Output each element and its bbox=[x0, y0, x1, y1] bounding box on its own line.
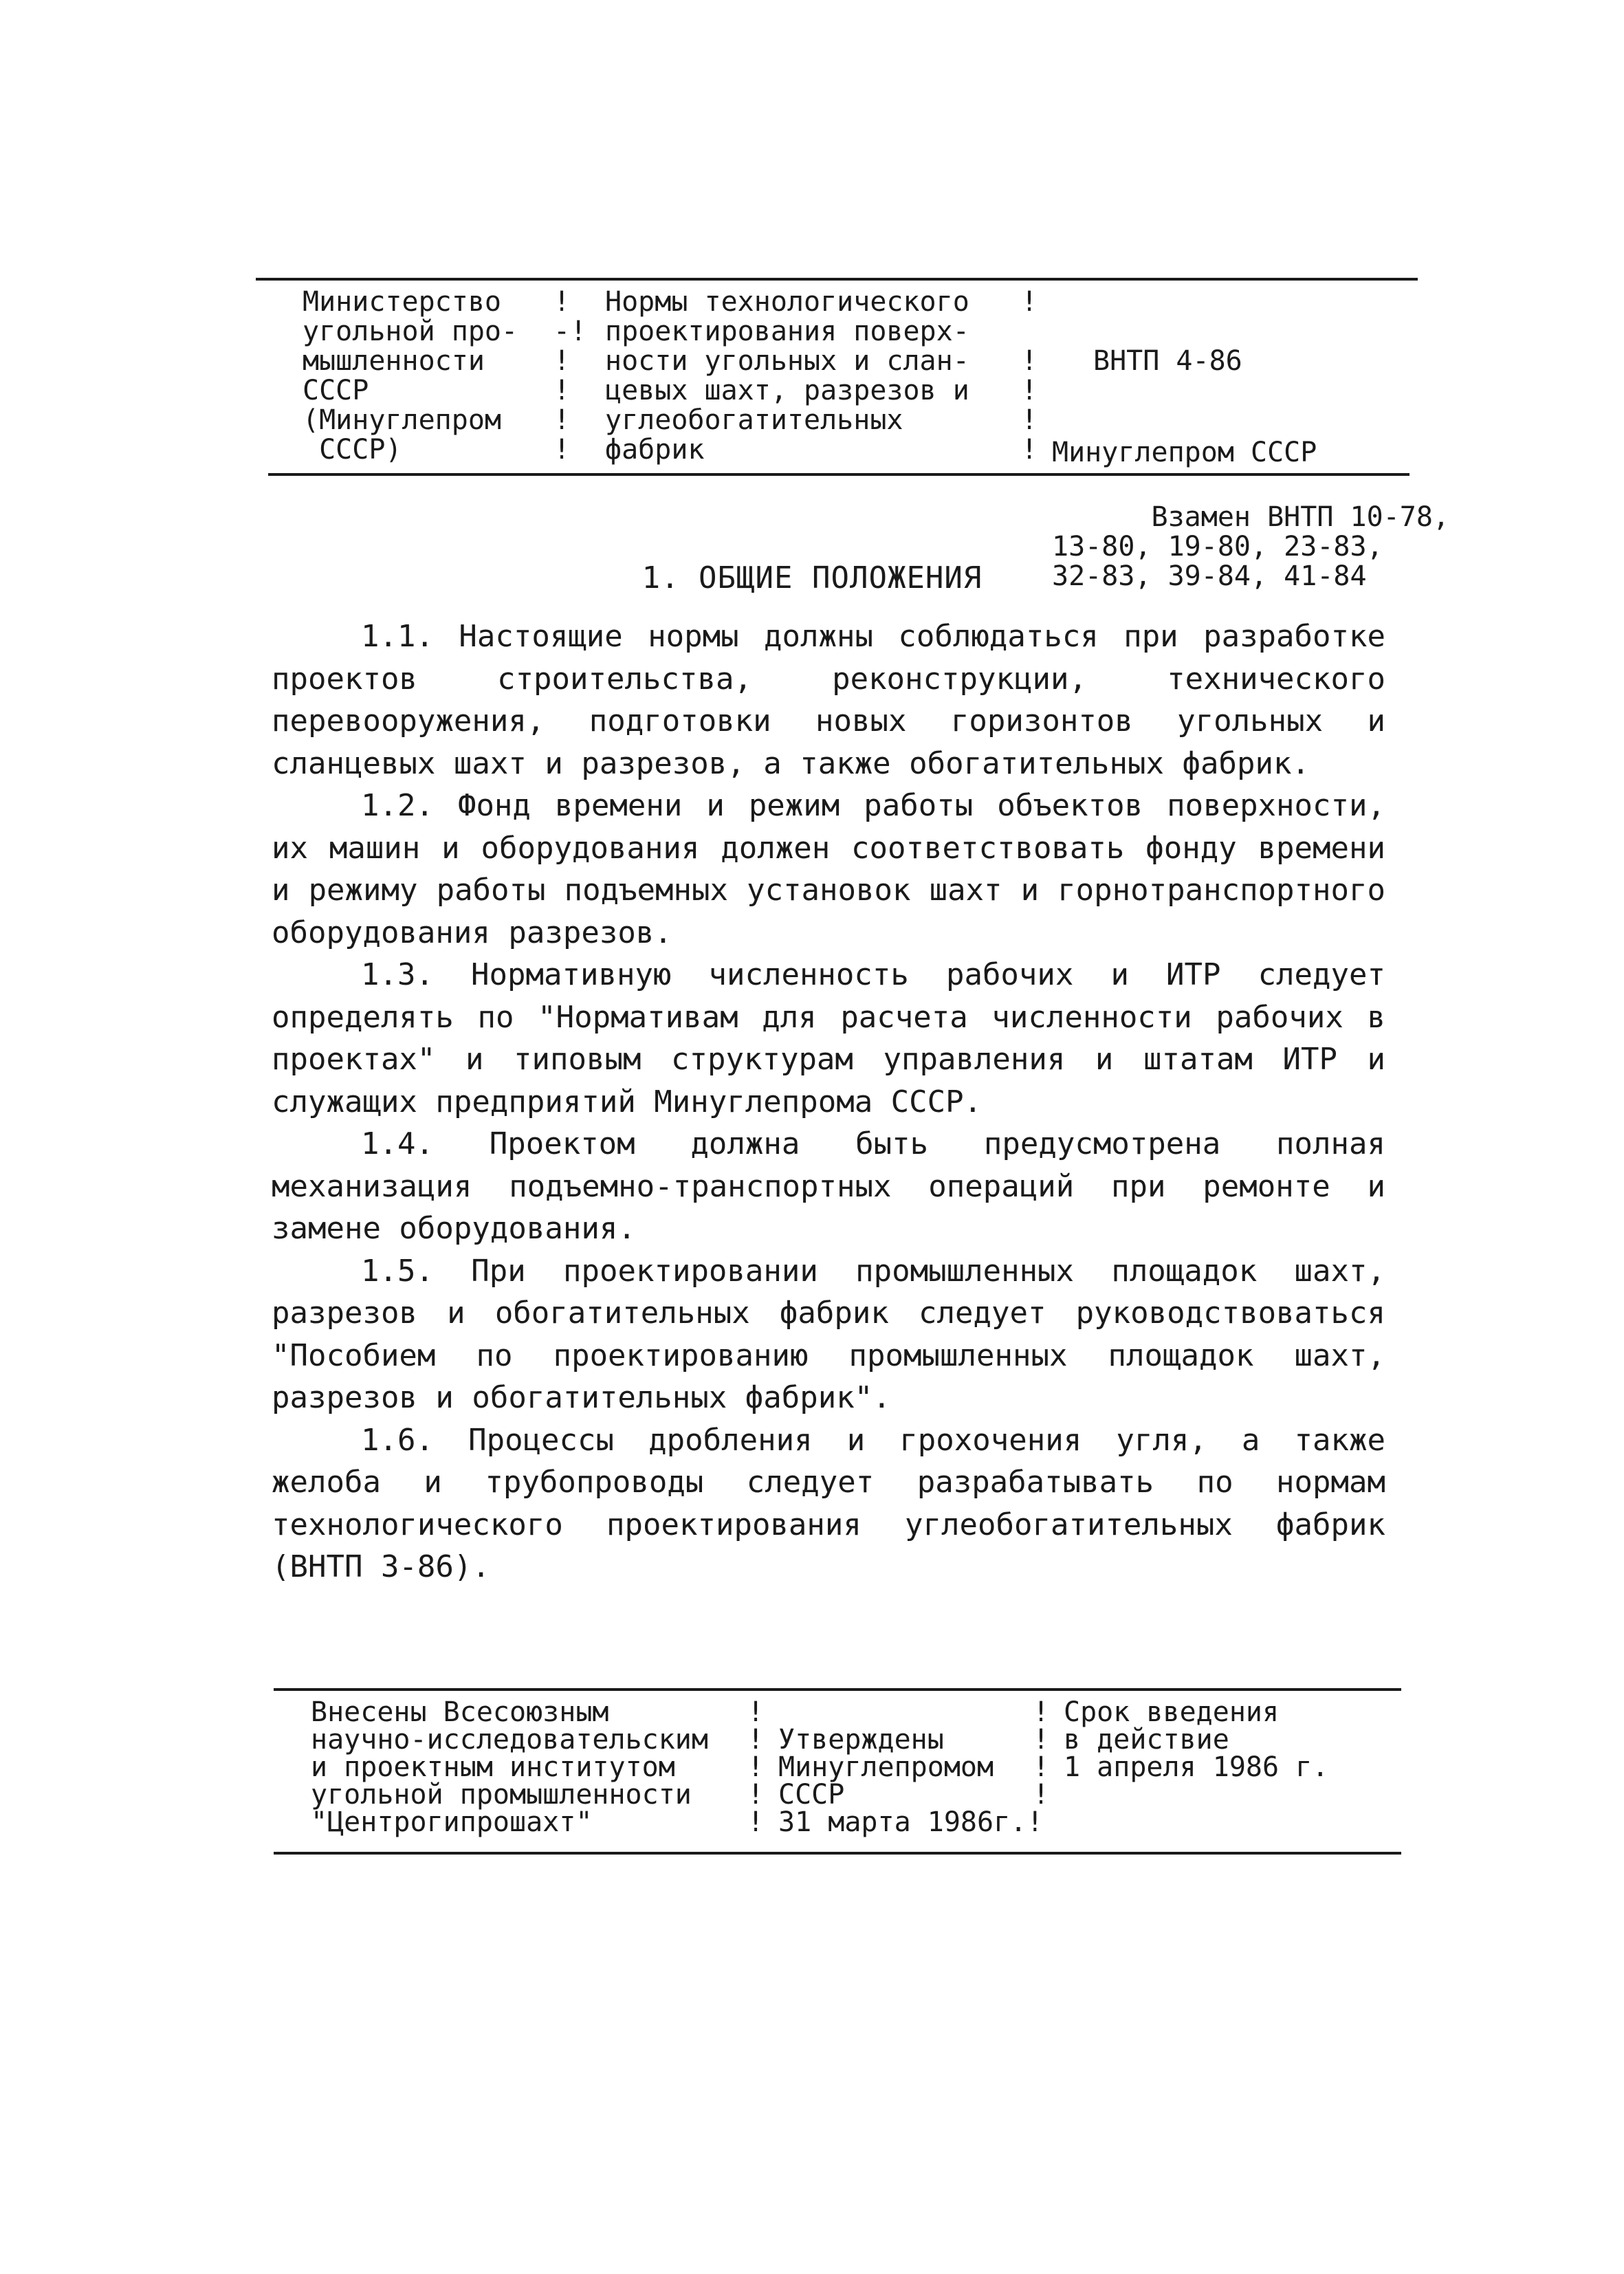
document-title-cell: Нормы технологического проектирования поверх- ности угольных и слан- цевых шахт, разрезов и углеобогатительных фабрик bbox=[605, 286, 969, 466]
document-code: ВНТП 4-86 bbox=[1093, 345, 1242, 377]
footer-separator-1: ! ! ! ! ! bbox=[747, 1696, 765, 1838]
footer-table bbox=[311, 1698, 1404, 1850]
footer-bottom-rule bbox=[274, 1852, 1401, 1855]
issuing-authority: Минуглепром СССР bbox=[1052, 437, 1317, 468]
footer-separator-2: ! ! ! ! bbox=[1033, 1696, 1050, 1811]
replaces-documents: Взамен ВНТП 10-78, 13-80, 19-80, 23-83, 32-83, 39-84, 41-84 bbox=[1052, 501, 1449, 592]
introduced-by-cell: Внесены Всесоюзным научно-исследовательским и проектным институтом угольной промышленности "Центрогипрошахт" bbox=[311, 1696, 708, 1838]
paragraph-1-3: 1.3. Нормативную численность рабочих и ИТР следует определять по "Нормативам для расчета численности рабочих в проектах" и типовым структурам управления и штатам ИТР и служащих предприятий Минуглепрома СССР. bbox=[272, 957, 1385, 1119]
header-separator-2: ! ! ! ! ! bbox=[1021, 286, 1038, 466]
footer-top-rule bbox=[274, 1688, 1401, 1691]
paragraph-1-2: 1.2. Фонд времени и режим работы объектов поверхности, их машин и оборудования должен соответствовать фонду времени и режиму работы подъемных установок шахт и горнотранспортного оборудования разрезов. bbox=[272, 788, 1385, 950]
paragraph-1-6: 1.6. Процессы дробления и грохочения угля, а также желоба и трубопроводы следует разрабатывать по нормам технологического проектирования углеобогатительных фабрик (ВНТП 3-86). bbox=[272, 1422, 1385, 1584]
effective-date-cell: Срок введения в действие 1 апреля 1986 г. bbox=[1064, 1696, 1329, 1783]
paragraph-1-4: 1.4. Проектом должна быть предусмотрена полная механизация подъемно-транспортных операций при ремонте и замене оборудования. bbox=[272, 1126, 1385, 1246]
header-bottom-rule bbox=[268, 473, 1409, 476]
ministry-cell: Министерство угольной про- мышленности СССР (Минуглепром СССР) bbox=[303, 286, 518, 466]
paragraph-1-5: 1.5. При проектировании промышленных площадок шахт, разрезов и обогатительных фабрик следует руководствоваться "Пособием по проектированию промышленных площадок шахт, разрезов и обогатительных фабрик". bbox=[272, 1253, 1385, 1415]
approved-by-cell: Утверждены Минуглепромом СССР 31 марта 1986г.! bbox=[778, 1724, 1044, 1838]
section-heading: 1. ОБЩИЕ ПОЛОЖЕНИЯ bbox=[641, 560, 983, 595]
paragraph-1-1: 1.1. Настоящие нормы должны соблюдаться при разработке проектов строительства, реконструкции, технического перевооружения, подготовки новых горизонтов угольных и сланцевых шахт и разрезов, а также обогатительных фабрик. bbox=[272, 619, 1385, 781]
header-top-rule bbox=[256, 278, 1418, 281]
section-body bbox=[272, 615, 1385, 1588]
header-separator-1: ! -! ! ! ! ! bbox=[553, 286, 587, 466]
